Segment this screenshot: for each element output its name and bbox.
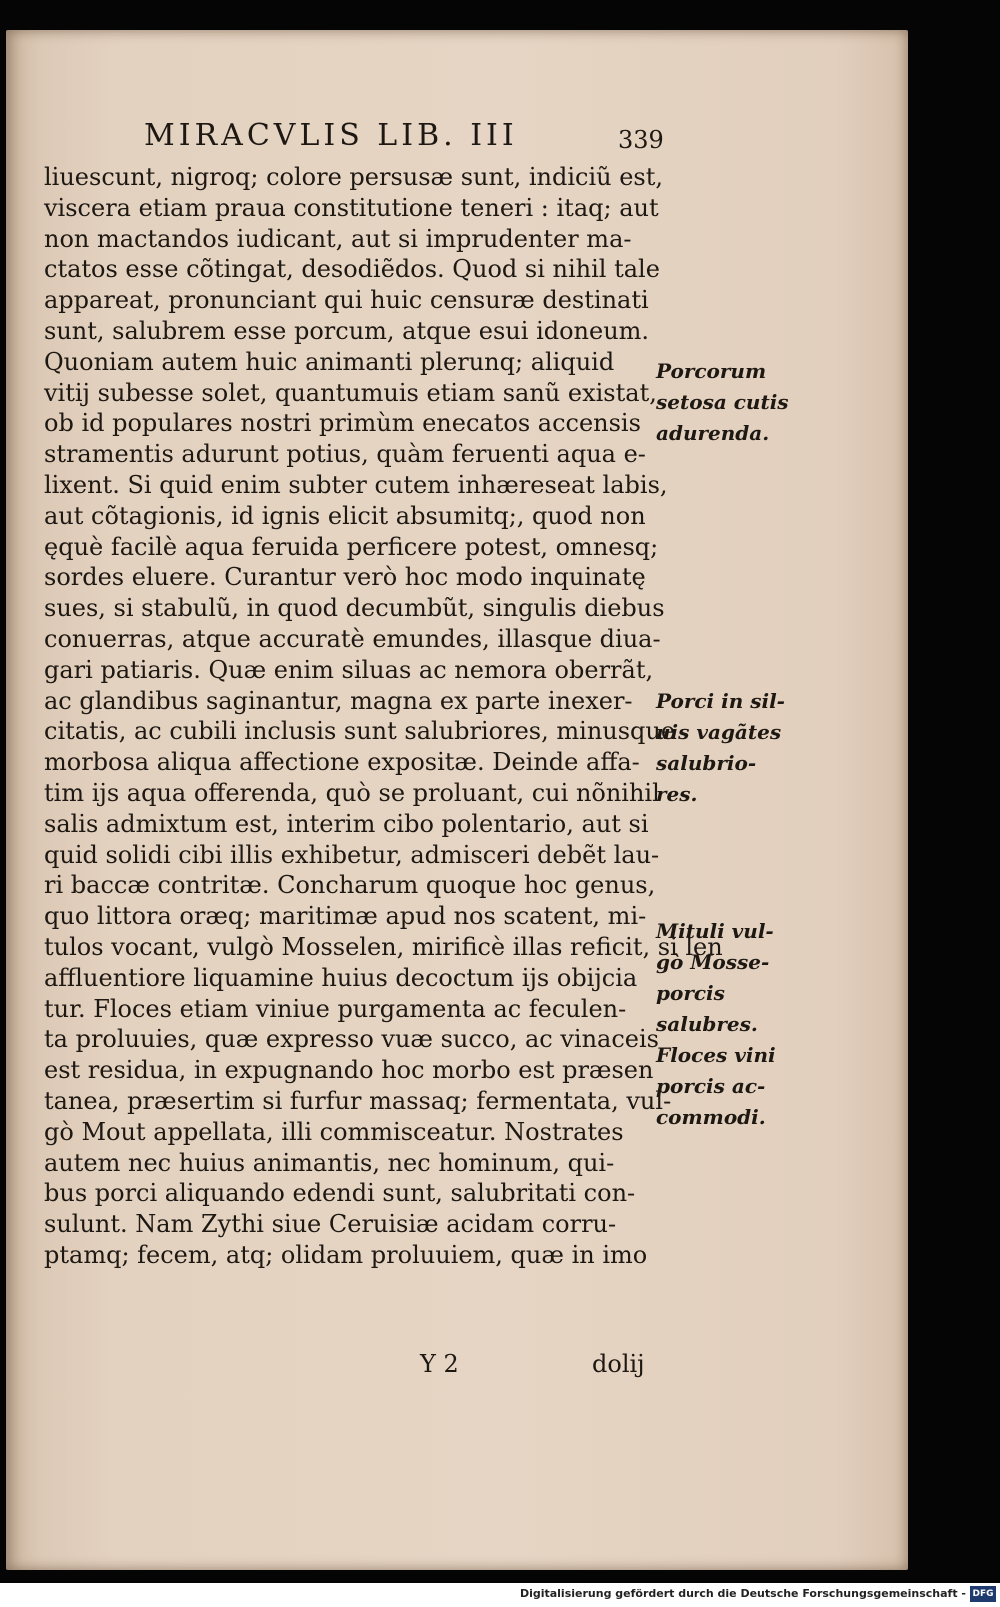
text-line: ob id populares nostri primùm enecatos accensis	[44, 409, 641, 438]
text-line: conuerras, atque accuratè emundes, illasque diua-	[44, 624, 661, 653]
text-line: sunt, salubrem esse porcum, atque esui idoneum.	[44, 316, 650, 345]
footer-bar	[0, 1583, 1000, 1607]
margin-note: uis vagãtes	[656, 720, 782, 744]
text-line: lixent. Si quid enim subter cutem inhæreseat labis,	[44, 470, 668, 499]
text-line: ctatos esse cõtingat, desodiẽdos. Quod si nihil tale	[44, 255, 660, 284]
text-line: sulunt. Nam Zythi siue Ceruisiæ acidam corru-	[44, 1210, 617, 1239]
text-line: salis admixtum est, interim cibo polentario, aut si	[44, 809, 649, 838]
text-line: autem nec huius animantis, nec hominum, qui-	[44, 1148, 615, 1177]
text-line: tur. Floces etiam viniue purgamenta ac feculen-	[44, 994, 627, 1023]
text-line: tim ijs aqua offerenda, quò se proluant, cui nõnihil	[44, 778, 660, 807]
margin-note: Porci in sil-	[656, 689, 785, 713]
text-line: aut cõtagionis, id ignis elicit absumitq;, quod non	[44, 501, 646, 530]
text-line: quid solidi cibi illis exhibetur, admisceri debẽt lau-	[44, 840, 660, 869]
text-line: liuescunt, nigroq; colore persusæ sunt, indiciũ est,	[44, 163, 664, 191]
margin-note: porcis ac-	[656, 1074, 766, 1098]
margin-note: salubrio-	[656, 751, 757, 775]
text-line: est residua, in expugnando hoc morbo est præsen	[44, 1056, 654, 1085]
text-line: tulos vocant, vulgò Mosselen, mirificè illas reficit, si len	[44, 932, 723, 961]
text-line: sues, si stabulũ, in quod decumbũt, singulis diebus	[44, 594, 665, 623]
margin-note: porcis	[656, 981, 725, 1005]
margin-note: gò Mosse-	[656, 950, 770, 974]
text-line: appareat, pronunciant qui huic censuræ destinati	[44, 286, 649, 315]
page-number: 339	[618, 126, 664, 154]
margin-note: commodi.	[656, 1105, 766, 1129]
text-line: affluentiore liquamine huius decoctum ijs obijcia	[44, 963, 638, 992]
margin-note: res.	[656, 782, 698, 806]
text-line: sordes eluere. Curantur verò hoc modo inquinatę	[44, 563, 646, 592]
text-line: ri baccæ contritæ. Concharum quoque hoc genus,	[44, 871, 656, 900]
text-line: bus porci aliquando edendi sunt, salubritati con-	[44, 1179, 636, 1208]
text-line: ptamq; fecem, atq; olidam proluuiem, quæ in imo	[44, 1240, 648, 1269]
text-line: ęquè facilè aqua feruida perficere potest, omnesq;	[44, 532, 659, 561]
margin-note: Floces vini	[656, 1043, 776, 1067]
text-line: viscera etiam praua constitutione teneri : itaq; aut	[44, 193, 659, 222]
text-line: citatis, ac cubili inclusis sunt salubriores, minusque	[44, 717, 676, 746]
text-line: tanea, præsertim si furfur massaq; fermentata, vul-	[44, 1086, 672, 1115]
margin-note: Porcorum	[656, 359, 767, 383]
margin-note: setosa cutis	[656, 390, 789, 414]
text-line: stramentis adurunt potius, quàm feruenti aqua e-	[44, 440, 646, 469]
text-line: ac glandibus saginantur, magna ex parte inexer-	[44, 686, 633, 715]
text-line: Quoniam autem huic animanti plerunq; aliquid	[44, 347, 615, 376]
text-line: gò Mout appellata, illi commisceatur. Nostrates	[44, 1117, 624, 1146]
dfg-logo: DFG	[970, 1586, 996, 1602]
text-line: vitij subesse solet, quantumuis etiam sanũ existat,	[44, 378, 657, 407]
margin-note: adurenda.	[656, 421, 770, 445]
funding-credit: Digitalisierung gefördert durch die Deutsche Forschungsgemeinschaft -	[519, 1587, 966, 1600]
text-line: gari patiaris. Quæ enim siluas ac nemora oberrãt,	[44, 655, 654, 684]
text-line: ta proluuies, quæ expresso vuæ succo, ac vinaceis	[44, 1025, 659, 1054]
running-head: MIRACVLIS LIB. III	[144, 118, 518, 153]
text-line: non mactandos iudicant, aut si imprudenter ma-	[44, 224, 632, 253]
margin-note: Mituli vul-	[656, 919, 774, 943]
margin-note: salubres.	[656, 1012, 758, 1036]
catchword: dolij	[592, 1350, 645, 1378]
text-line: morbosa aliqua affectione expositæ. Deinde affa-	[44, 748, 640, 777]
catchword-line	[420, 1350, 680, 1384]
signature-mark: Y 2	[420, 1350, 459, 1378]
text-line: quo littora oræq; maritimæ apud nos scatent, mi-	[44, 902, 647, 931]
